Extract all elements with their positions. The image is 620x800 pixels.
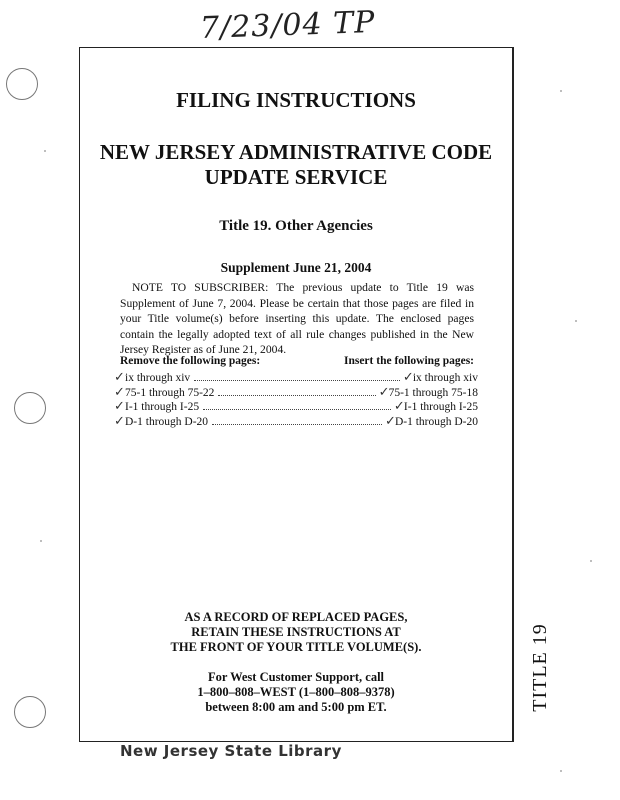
scan-speck [590,560,592,562]
scan-speck [40,540,42,542]
record-notice-line3: THE FRONT OF YOUR TITLE VOLUME(S). [170,640,422,654]
remove-pages: 75-1 through 75-22 [125,386,215,399]
dot-leader [212,424,382,425]
record-notice-line2: RETAIN THESE INSTRUCTIONS AT [191,625,401,639]
record-notice-line1: AS A RECORD OF REPLACED PAGES, [184,610,408,624]
table-row [114,370,478,385]
library-stamp: New Jersey State Library [120,742,342,760]
check-mark-icon: ✓ [402,370,414,385]
dot-leader [194,380,400,381]
support-line3: between 8:00 am and 5:00 pm ET. [205,700,387,714]
table-row [114,399,478,414]
pages-table [114,370,478,428]
binder-hole-bottom [14,696,46,728]
remove-header: Remove the following pages: [120,355,261,367]
insert-pages: ix through xiv [412,372,478,384]
support-line1: For West Customer Support, call [207,670,385,684]
binder-hole-middle [14,392,46,424]
check-mark-icon: ✓ [393,399,405,414]
binder-hole-top [6,68,38,100]
customer-support [80,670,512,715]
code-title-line1: NEW JERSEY ADMINISTRATIVE CODE [99,140,493,164]
handwritten-date-note: 7/23/04 TP [199,4,376,47]
check-mark-icon: ✓ [114,413,125,429]
pages-table-header [120,355,474,367]
insert-pages: I-1 through I-25 [403,401,478,413]
remove-pages: ix through xiv [125,372,191,384]
support-line2: 1–800–808–WEST (1–800–808–9378) [197,685,395,699]
code-title [80,140,512,190]
scan-speck [560,90,562,92]
spine-label [520,620,560,715]
check-mark-icon: ✓ [384,413,396,429]
table-row [114,414,478,429]
scan-speck [575,320,577,322]
scan-speck [44,150,46,152]
remove-pages: I-1 through I-25 [125,401,200,413]
check-mark-icon: ✓ [114,384,125,400]
dot-leader [218,395,375,396]
code-title-line2: UPDATE SERVICE [204,165,388,189]
tab-divider-line [512,47,513,742]
subscriber-note-text: NOTE TO SUBSCRIBER: The previous update to Title 19 was Supplement of June 7, 2004. Please be certain that those pages are filed in your Title volume(s) before inserting this update. The enclosed pages contain the legally adopted text of all rule changes published in the New Jersey Register as of June 21, 2004. [120,281,474,356]
insert-pages: D-1 through D-20 [394,415,478,428]
dot-leader [203,409,391,410]
scan-speck [560,770,562,772]
insert-header: Insert the following pages: [343,355,474,367]
remove-pages: D-1 through D-20 [125,415,209,428]
check-mark-icon: ✓ [114,399,125,414]
subscriber-note [120,280,474,358]
spine-label-text: TITLE 19 [528,623,551,712]
record-notice [80,610,512,655]
check-mark-icon: ✓ [378,384,390,400]
insert-pages: 75-1 through 75-18 [388,386,478,399]
filing-instructions-title: FILING INSTRUCTIONS [176,88,416,112]
check-mark-icon: ✓ [114,370,125,385]
table-row [114,385,478,400]
supplement-date: Supplement June 21, 2004 [220,260,372,275]
title-number: Title 19. Other Agencies [219,218,373,234]
